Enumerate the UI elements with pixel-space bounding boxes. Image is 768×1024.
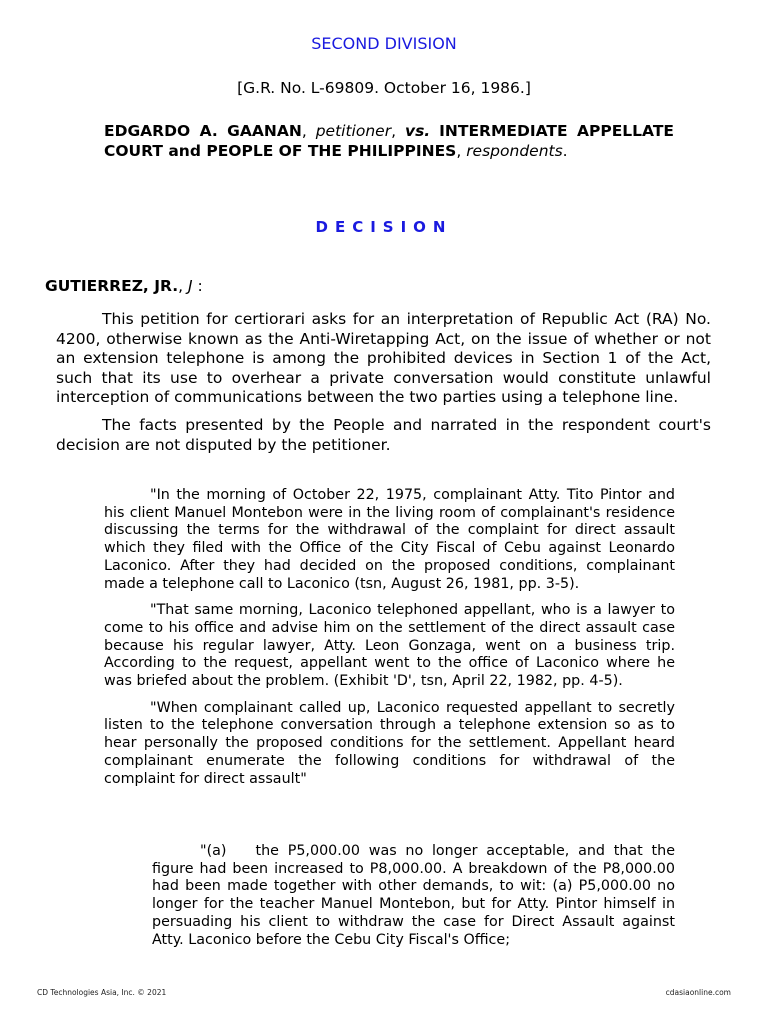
decision-body <box>56 310 711 463</box>
separator: , <box>301 122 316 140</box>
ponente-name: GUTIERREZ, JR. <box>45 277 179 295</box>
petitioner-role: petitioner <box>315 122 392 140</box>
nested-quote-paragraph <box>152 843 675 949</box>
ponente <box>45 277 203 295</box>
respondents-role: respondents <box>466 142 563 160</box>
quote-paragraph: "That same morning, Laconico telephoned appellant, who is a lawyer to come to his office and advise him on the settlement of the direct assault case because his regular lawyer, Atty. Leon Gonzaga, went on a business trip. According to the request, appellant went to the office of Laconico where he was briefed about the problem. (Exhibit 'D', tsn, April 22, 1982, pp. 4-5). <box>104 602 675 690</box>
footer-copyright: CD Technologies Asia, Inc. © 2021 <box>37 988 167 997</box>
nested-quote <box>152 843 675 949</box>
separator: , <box>456 142 467 160</box>
respondents-names: INTERMEDIATE APPELLATE COURT and PEOPLE OF THE PHILIPPINES <box>104 122 675 160</box>
petitioner-name: EDGARDO A. GAANAN <box>104 122 302 140</box>
decision-heading: DECISION <box>315 218 453 236</box>
separator: , <box>178 277 188 295</box>
body-paragraph: This petition for certiorari asks for an interpretation of Republic Act (RA) No. 4200, otherwise known as the Anti-Wiretapping Act, on the issue of whether or not an extension telephone is among the prohibited devices in Section 1 of the Act, such that its use to overhear a private conversation would constitute unlawful interception of communications between the two parties using a telephone line. <box>56 310 711 407</box>
separator: , <box>391 122 405 140</box>
division-heading: SECOND DIVISION <box>311 34 457 53</box>
body-paragraph: The facts presented by the People and narrated in the respondent court's decision are not disputed by the petitioner. <box>56 415 711 454</box>
period: . <box>562 142 568 160</box>
footer-website: cdasiaonline.com <box>665 988 731 997</box>
list-marker: "(a) <box>200 843 227 859</box>
ponente-title: J <box>187 277 193 295</box>
colon: : <box>192 277 203 295</box>
case-parties <box>104 121 674 161</box>
block-quote <box>104 487 675 797</box>
separator <box>430 122 439 140</box>
quote-paragraph: "When complainant called up, Laconico requested appellant to secretly listen to the telephone conversation through a telephone extension so as to hear personally the proposed conditions for the settlement. Appellant heard complainant enumerate the following conditions for withdrawal of the complaint for direct assault" <box>104 699 675 787</box>
quote-paragraph: "In the morning of October 22, 1975, complainant Atty. Tito Pintor and his client Manuel Montebon were in the living room of complainant's residence discussing the terms for the withdrawal of the complaint for direct assault which they filed with the Office of the City Fiscal of Cebu against Leonardo Laconico. After they had decided on the proposed conditions, complainant made a telephone call to Laconico (tsn, August 26, 1981, pp. 3-5). <box>104 487 675 592</box>
nested-quote-text: the P5,000.00 was no longer acceptable, and that the figure had been increased to P8,000.00. A breakdown of the P8,000.00 had been made together with other demands, to wit: (a) P5,000.00 no longer for the teacher Manuel Montebon, but for Atty. Pintor himself in persuading his client to withdraw the case for Direct Assault against Atty. Laconico before the Cebu City Fiscal's Office; <box>152 843 675 948</box>
case-number: [G.R. No. L-69809. October 16, 1986.] <box>237 79 531 97</box>
versus: vs. <box>404 122 431 140</box>
